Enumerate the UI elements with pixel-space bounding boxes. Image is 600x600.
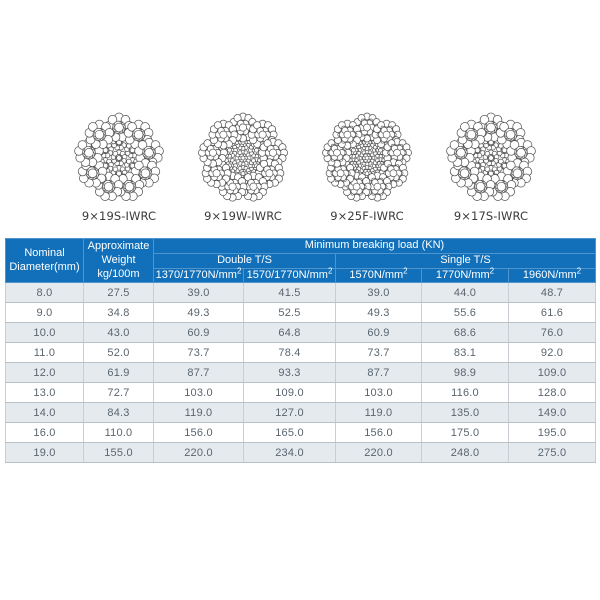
table-cell: 27.5 — [84, 283, 154, 303]
table-cell: 110.0 — [84, 423, 154, 443]
table-cell: 98.9 — [422, 363, 509, 383]
rope-cross-section-icon — [73, 112, 165, 204]
grade-text: 1570/1770N/mm — [246, 268, 328, 281]
table-cell: 52.0 — [84, 343, 154, 363]
table-cell: 61.9 — [84, 363, 154, 383]
table-cell: 220.0 — [154, 443, 244, 463]
cell-nominal-diameter: 8.0 — [6, 283, 84, 303]
table-cell: 93.3 — [244, 363, 336, 383]
table-cell: 72.7 — [84, 383, 154, 403]
header-single-ts: Single T/S — [336, 253, 596, 268]
rope-cross-section-icon — [445, 112, 537, 204]
table-cell: 128.0 — [509, 383, 596, 403]
grade-text: 1770N/mm — [435, 268, 490, 281]
table-cell: 119.0 — [336, 403, 422, 423]
table-cell: 156.0 — [154, 423, 244, 443]
specification-table-container — [5, 238, 595, 463]
cell-nominal-diameter: 10.0 — [6, 323, 84, 343]
header-nominal-diameter: Nominal Diameter(mm) — [6, 239, 84, 283]
table-row — [6, 323, 596, 343]
header-row-1 — [6, 239, 596, 254]
table-cell: 64.8 — [244, 323, 336, 343]
table-cell: 109.0 — [244, 383, 336, 403]
rope-label: 9×25F-IWRC — [330, 209, 404, 223]
table-cell: 48.7 — [509, 283, 596, 303]
table-cell: 195.0 — [509, 423, 596, 443]
header-grade-1 — [154, 265, 244, 283]
table-cell: 49.3 — [154, 303, 244, 323]
table-cell: 83.1 — [422, 343, 509, 363]
table-row — [6, 343, 596, 363]
table-body — [6, 283, 596, 463]
rope-label: 9×19W-IWRC — [204, 209, 282, 223]
table-cell: 103.0 — [336, 383, 422, 403]
table-cell: 43.0 — [84, 323, 154, 343]
table-cell: 156.0 — [336, 423, 422, 443]
table-row — [6, 303, 596, 323]
table-cell: 175.0 — [422, 423, 509, 443]
table-cell: 92.0 — [509, 343, 596, 363]
table-cell: 34.8 — [84, 303, 154, 323]
cell-nominal-diameter: 11.0 — [6, 343, 84, 363]
table-cell: 135.0 — [422, 403, 509, 423]
table-cell: 165.0 — [244, 423, 336, 443]
table-cell: 39.0 — [154, 283, 244, 303]
grade-exponent: 2 — [576, 265, 582, 275]
table-cell: 220.0 — [336, 443, 422, 463]
grade-exponent: 2 — [327, 265, 333, 275]
table-row — [6, 283, 596, 303]
table-cell: 73.7 — [336, 343, 422, 363]
header-double-ts: Double T/S — [154, 253, 336, 268]
grade-text: 1570N/mm — [349, 268, 404, 281]
rope-diagram-item — [68, 112, 170, 223]
table-cell: 155.0 — [84, 443, 154, 463]
header-grade-4 — [422, 265, 509, 283]
cell-nominal-diameter: 12.0 — [6, 363, 84, 383]
table-cell: 60.9 — [154, 323, 244, 343]
cell-nominal-diameter: 16.0 — [6, 423, 84, 443]
table-cell: 68.6 — [422, 323, 509, 343]
table-row — [6, 383, 596, 403]
rope-cross-section-icon — [321, 112, 413, 204]
table-cell: 87.7 — [154, 363, 244, 383]
table-cell: 234.0 — [244, 443, 336, 463]
table-cell: 103.0 — [154, 383, 244, 403]
table-cell: 275.0 — [509, 443, 596, 463]
grade-text: 1960N/mm — [522, 268, 577, 281]
table-row — [6, 443, 596, 463]
table-cell: 119.0 — [154, 403, 244, 423]
table-row — [6, 403, 596, 423]
header-minimum-breaking-load: Minimum breaking load (KN) — [154, 239, 596, 254]
table-cell: 41.5 — [244, 283, 336, 303]
rope-diagram-item — [192, 112, 294, 223]
table-cell: 109.0 — [509, 363, 596, 383]
rope-label: 9×17S-IWRC — [453, 209, 529, 223]
table-cell: 84.3 — [84, 403, 154, 423]
table-cell: 87.7 — [336, 363, 422, 383]
table-cell: 76.0 — [509, 323, 596, 343]
table-cell: 39.0 — [336, 283, 422, 303]
table-row — [6, 363, 596, 383]
table-cell: 149.0 — [509, 403, 596, 423]
cell-nominal-diameter: 13.0 — [6, 383, 84, 403]
table-cell: 55.6 — [422, 303, 509, 323]
header-grade-2 — [244, 265, 336, 283]
table-header — [6, 239, 596, 283]
table-cell: 44.0 — [422, 283, 509, 303]
cell-nominal-diameter: 14.0 — [6, 403, 84, 423]
table-cell: 52.5 — [244, 303, 336, 323]
table-cell: 73.7 — [154, 343, 244, 363]
rope-cross-section-icon — [197, 112, 289, 204]
table-cell: 61.6 — [509, 303, 596, 323]
table-cell: 78.4 — [244, 343, 336, 363]
cell-nominal-diameter: 19.0 — [6, 443, 84, 463]
table-cell: 248.0 — [422, 443, 509, 463]
grade-exponent: 2 — [236, 265, 242, 275]
table-cell: 127.0 — [244, 403, 336, 423]
table-row — [6, 423, 596, 443]
rope-diagram-row — [0, 112, 600, 238]
grade-exponent: 2 — [403, 265, 408, 275]
header-grade-5 — [509, 265, 596, 283]
rope-label: 9×19S-IWRC — [81, 209, 157, 223]
cell-nominal-diameter: 9.0 — [6, 303, 84, 323]
grade-text: 1370/1770N/mm — [155, 268, 237, 281]
rope-diagram-item — [440, 112, 542, 223]
table-cell: 49.3 — [336, 303, 422, 323]
table-cell: 116.0 — [422, 383, 509, 403]
header-approximate-weight: Approximate Weight kg/100m — [84, 239, 154, 283]
wire-rope-spec-table — [5, 238, 596, 463]
table-cell: 60.9 — [336, 323, 422, 343]
header-grade-3 — [336, 265, 422, 283]
rope-diagram-item — [316, 112, 418, 223]
grade-exponent: 2 — [489, 265, 495, 275]
